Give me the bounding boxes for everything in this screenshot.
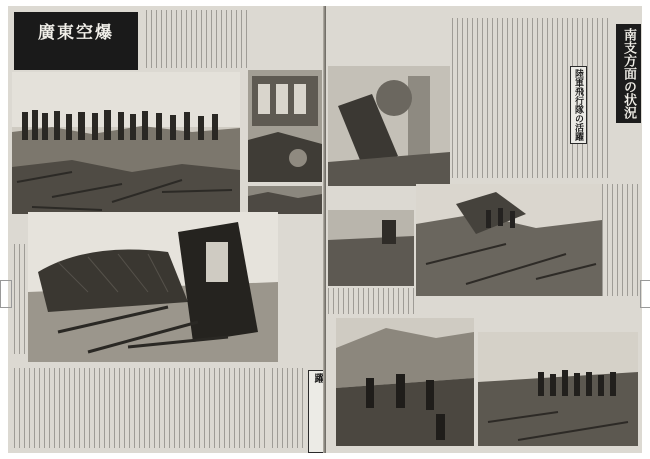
mid-text-block	[328, 288, 414, 314]
photo-damaged-building	[248, 70, 322, 182]
photo-fallen-monument	[328, 66, 450, 186]
photo-wrecked-railcar	[28, 212, 278, 362]
magazine-spread	[8, 6, 642, 453]
seal-mark-right	[640, 280, 650, 308]
section-heading-south-china: 南支方面の状況	[616, 24, 641, 123]
article-text-bottom-right	[272, 368, 306, 448]
photo-workers-clearing	[336, 318, 474, 446]
photo-street-crowd	[478, 332, 638, 446]
page-title: 廣東空爆	[38, 23, 114, 43]
seal-mark-left	[0, 280, 12, 308]
title-block	[14, 12, 138, 70]
photo-rubble-small	[248, 186, 322, 214]
left-page	[8, 6, 324, 453]
photo-debris-field	[328, 210, 414, 286]
sub-heading-army: 陸軍飛行隊の活躍	[570, 66, 587, 144]
side-caption-left	[14, 244, 26, 354]
photo-collapsed-buildings	[416, 184, 602, 296]
right-page	[326, 6, 642, 453]
column-heading-navy: 躍	[308, 370, 342, 453]
photo-crowd-on-rubble	[12, 72, 240, 214]
caption-text-right	[602, 184, 638, 296]
article-text-top	[146, 10, 250, 68]
article-text-bottom	[14, 368, 268, 448]
